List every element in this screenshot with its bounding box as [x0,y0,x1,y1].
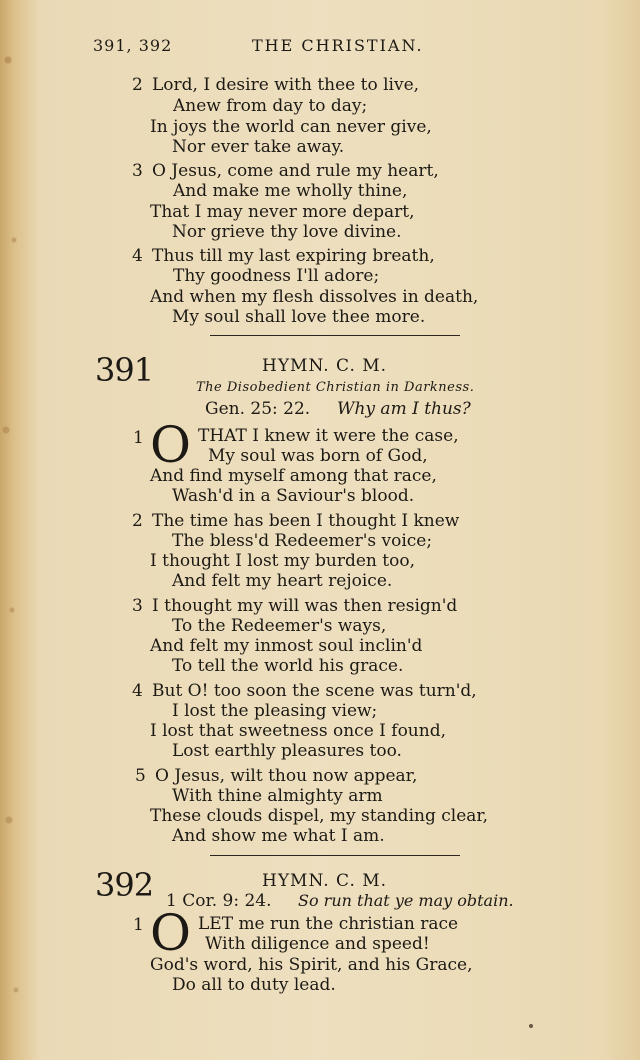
verse-line: Lost earthly pleasures too. [172,741,402,761]
verse-line: God's word, his Spirit, and his Grace, [150,955,473,975]
verse-line: And felt my inmost soul inclin'd [150,636,423,656]
verse-line: THAT I knew it were the case, [198,426,459,446]
verse-line: In joys the world can never give, [150,117,432,137]
stanza-number: 3 [132,161,143,181]
page-numbers: 391, 392 [93,36,173,55]
verse-line: Nor grieve thy love divine. [172,222,402,242]
verse-line: But O! too soon the scene was turn'd, [152,681,477,701]
verse-line: These clouds dispel, my standing clear, [150,806,489,826]
verse-line: To the Redeemer's ways, [172,616,387,636]
verse-line: With thine almighty arm [172,786,383,806]
scripture-quote: Why am I thus? [337,399,471,419]
verse-line: And felt my heart rejoice. [172,571,393,591]
hymn-number: 392 [95,866,154,904]
verse-line: O Jesus, wilt thou now appear, [155,766,418,786]
verse-line: Anew from day to day; [173,96,368,116]
verse-line: The bless'd Redeemer's voice; [172,531,433,551]
drop-cap: O [150,416,191,474]
verse-line: Wash'd in a Saviour's blood. [172,486,415,506]
page-edge-stains [0,0,34,1060]
verse-line: And make me wholly thine, [173,181,408,201]
verse-line: Thy goodness I'll adore; [173,266,380,286]
verse-line: O Jesus, come and rule my heart, [152,161,439,181]
scripture-quote: So run that ye may obtain. [298,891,514,910]
verse-line: My soul shall love thee more. [172,307,426,327]
stanza-number: 2 [132,75,143,95]
stanza-number: 4 [132,681,143,701]
stanza-number: 1 [133,428,144,448]
verse-line: I thought I lost my burden too, [150,551,415,571]
verse-line: I thought my will was then resign'd [152,596,458,616]
verse-line: I lost that sweetness once I found, [150,721,446,741]
hymn-subtitle: The Disobedient Christian in Darkness. [196,380,475,395]
verse-line: LET me run the christian race [198,914,459,934]
verse-line: My soul was born of God, [208,446,428,466]
scripture-reference: 1 Cor. 9: 24. [166,891,272,911]
ink-speck [529,1024,533,1028]
stanza-number: 3 [132,596,143,616]
stanza-number: 2 [132,511,143,531]
verse-line: I lost the pleasing view; [172,701,378,721]
verse-line: Nor ever take away. [172,137,345,157]
verse-line: With diligence and speed! [205,934,430,954]
stanza-number: 1 [133,915,144,935]
verse-line: Do all to duty lead. [172,975,336,995]
scripture-reference: Gen. 25: 22. [205,399,311,419]
hymn-heading: HYMN. C. M. [262,871,388,891]
verse-line: And show me what I am. [172,826,385,846]
stanza-number: 4 [132,246,143,266]
section-divider [210,855,460,856]
stanza-number: 5 [135,766,146,786]
drop-cap: O [150,904,191,962]
hymn-heading: HYMN. C. M. [262,356,388,376]
verse-line: And when my flesh dissolves in death, [150,287,479,307]
verse-line: Lord, I desire with thee to live, [152,75,420,95]
running-title: THE CHRISTIAN. [252,36,424,55]
verse-line: Thus till my last expiring breath, [152,246,435,266]
verse-line: And find myself among that race, [150,466,437,486]
section-divider [210,335,460,336]
verse-line: The time has been I thought I knew [152,511,460,531]
verse-line: That I may never more depart, [150,202,415,222]
verse-line: To tell the world his grace. [172,656,404,676]
hymn-number: 391 [95,351,154,389]
